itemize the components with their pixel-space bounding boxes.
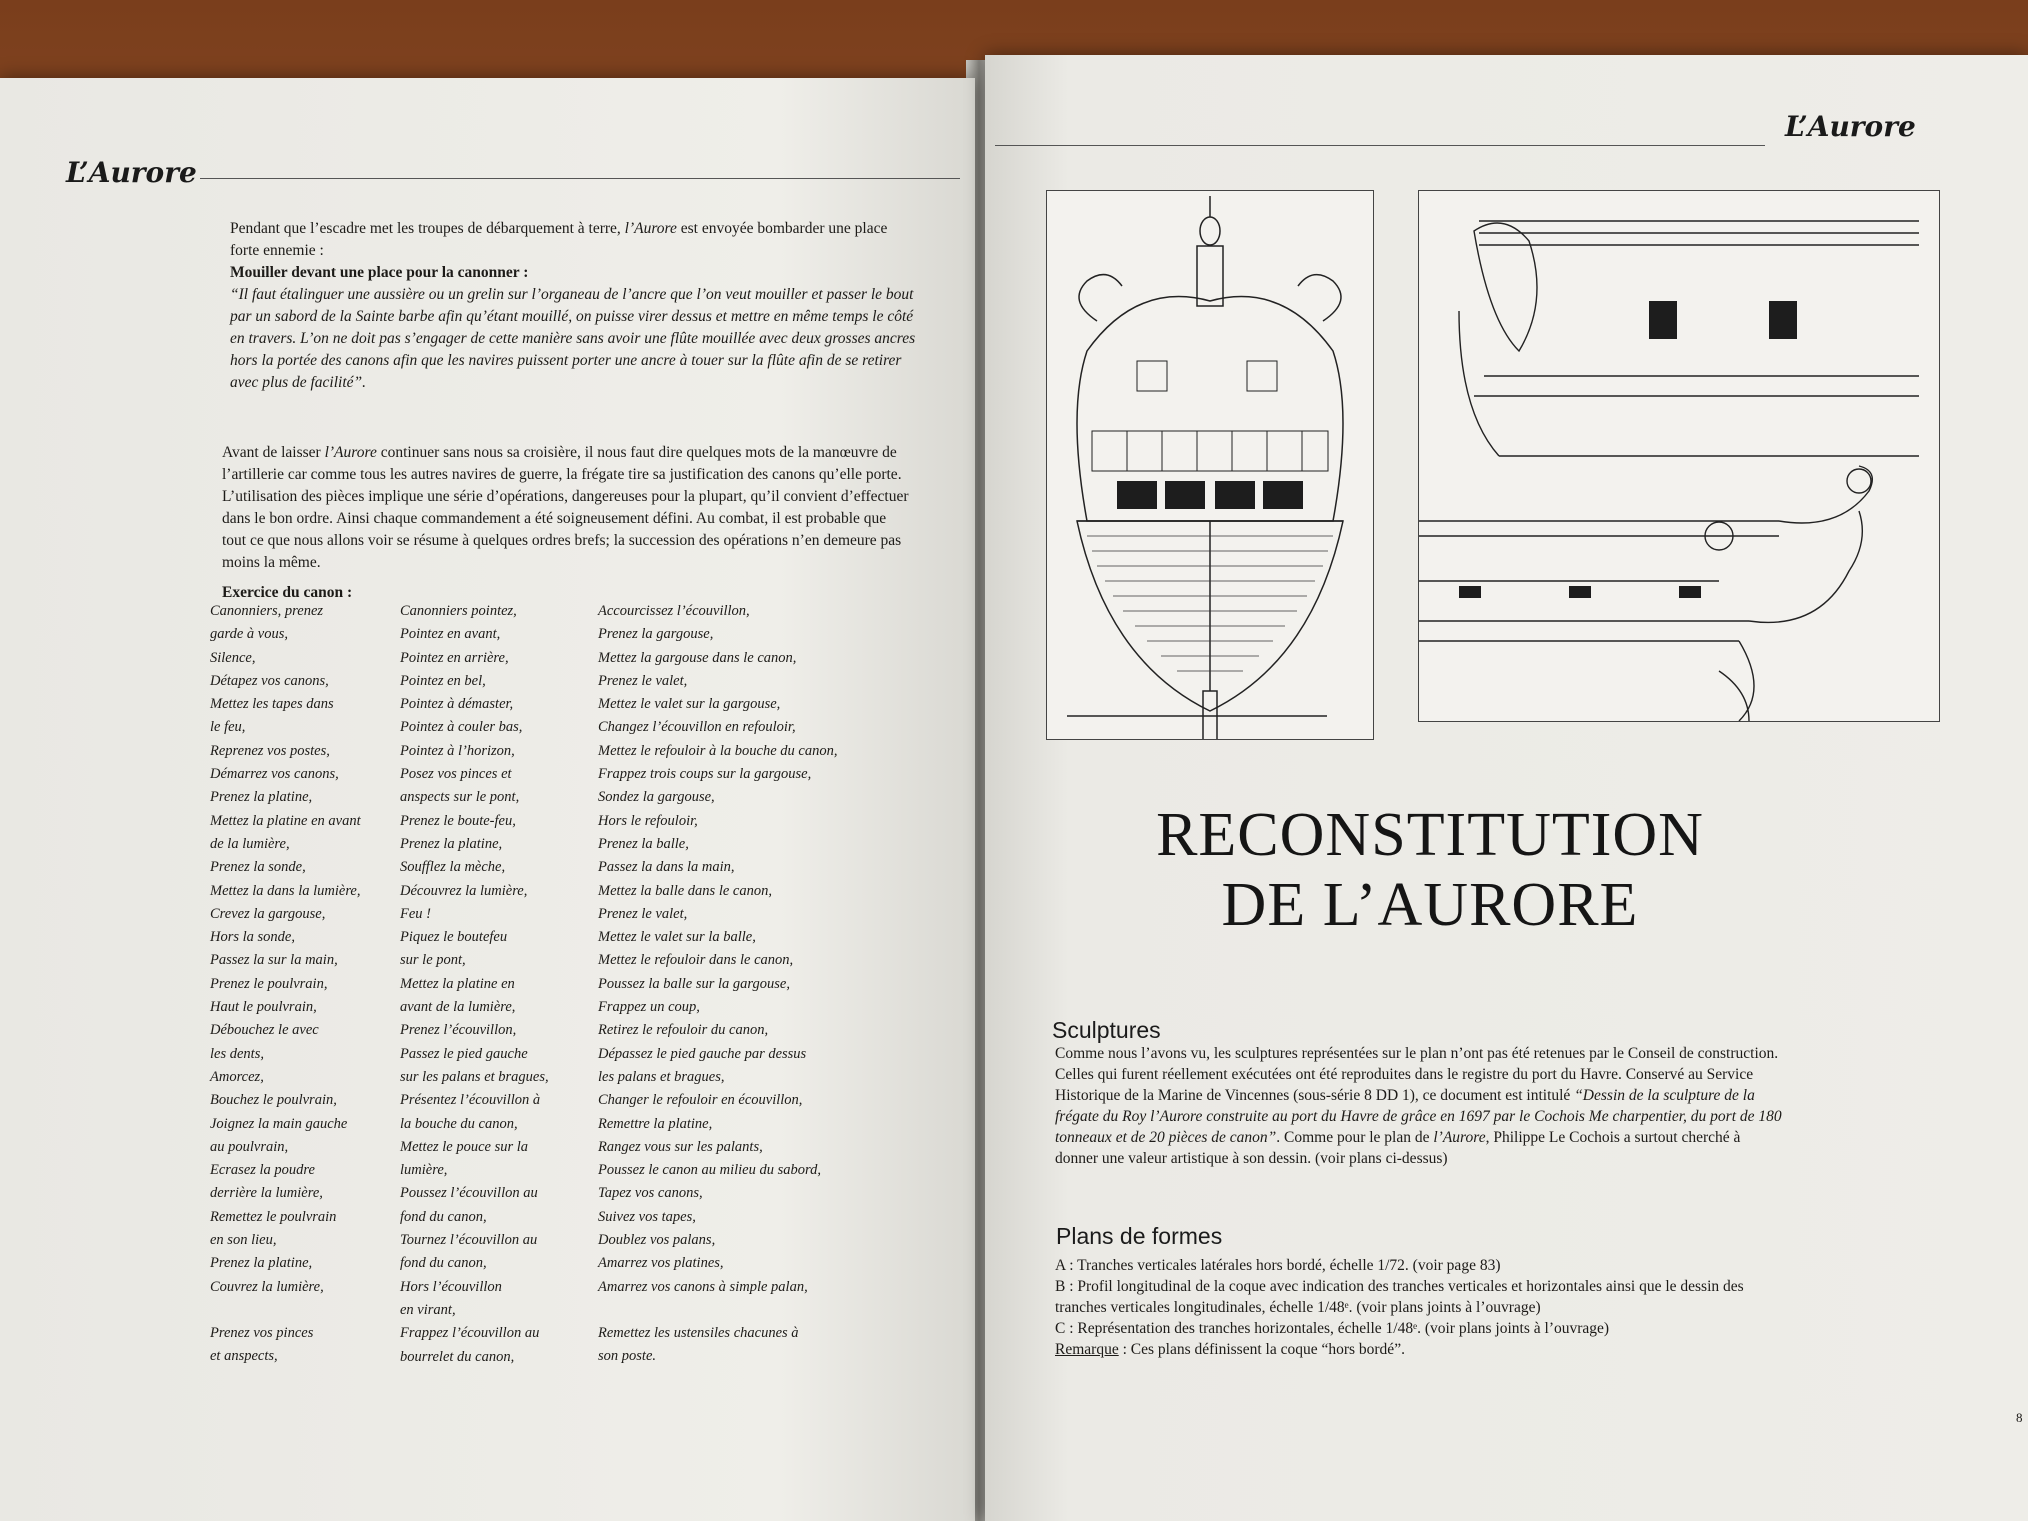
title-line-1: RECONSTITUTION xyxy=(1156,801,1704,869)
command: Poussez le canon au milieu du sabord, xyxy=(598,1162,821,1179)
command: Passez le pied gauche xyxy=(400,1045,528,1062)
command: Prenez la sonde, xyxy=(210,859,306,876)
command: Frappez l’écouvillon au xyxy=(400,1325,540,1342)
command: Soufflez la mèche, xyxy=(400,859,506,876)
command: garde à vous, xyxy=(210,626,288,643)
command: Prenez le valet, xyxy=(598,672,688,689)
command: Démarrez vos canons, xyxy=(210,766,339,783)
page-title xyxy=(1080,800,1780,940)
command: Détapez vos canons, xyxy=(210,672,329,689)
command: Prenez la balle, xyxy=(598,835,689,852)
command: Prenez la gargouse, xyxy=(598,626,714,643)
command: au poulvrain, xyxy=(210,1138,289,1155)
command: et anspects, xyxy=(210,1348,278,1365)
command: Posez vos pinces et xyxy=(400,766,512,783)
command: Hors le refouloir, xyxy=(598,812,698,829)
left-page xyxy=(0,78,975,1521)
artillery-paragraph xyxy=(222,442,912,604)
command: Mettez le pouce sur la xyxy=(400,1138,529,1155)
command: Changer le refouloir en écouvillon, xyxy=(598,1092,803,1109)
plan-a: A : Tranches verticales latérales hors bordé, échelle 1/72. (voir page 83) xyxy=(1055,1257,1501,1274)
command: Débouchez le avec xyxy=(210,1022,319,1039)
header-rule-left xyxy=(200,178,960,179)
command: Reprenez vos postes, xyxy=(210,742,330,759)
command: Crevez la gargouse, xyxy=(210,905,326,922)
commands-column-1 xyxy=(210,600,392,1369)
commands-column-3 xyxy=(598,600,938,1369)
command: Hors l’écouvillon xyxy=(400,1278,502,1295)
profile-drawing-svg xyxy=(1419,191,1939,721)
command: derrière la lumière, xyxy=(210,1185,323,1202)
command: Sondez la gargouse, xyxy=(598,789,715,806)
command: Frappez un coup, xyxy=(598,999,700,1016)
para2-rest: continuer sans nous sa croisière, il nous faut dire quelques mots de la manœuvre de l’artillerie car comme tous les autres navires de guerre, la frégate tire sa justification des canons qu’elle porte. L’utilisation des pièces implique une série d’opérations, dangereuses pour la plupart, qu’il convient d’effectuer dans le bon ordre. Ainsi chaque commandement a été soigneusement défini. Au combat, il est probable que tout ce que nous allons voir se résume à quelques ordres brefs; la succession des opérations n’en demeure pas moins la même. xyxy=(222,444,909,571)
command: Amarrez vos platines, xyxy=(598,1255,724,1272)
command: Découvrez la lumière, xyxy=(400,882,528,899)
command: fond du canon, xyxy=(400,1255,487,1272)
profile-sculpture-drawings xyxy=(1418,190,1940,722)
command: Pointez en bel, xyxy=(400,672,486,689)
command: Pointez en avant, xyxy=(400,626,501,643)
command: Poussez l’écouvillon au xyxy=(400,1185,538,1202)
stern-sculpture-drawing xyxy=(1046,190,1374,740)
command: Pointez à l’horizon, xyxy=(400,742,515,759)
command: Mettez le refouloir dans le canon, xyxy=(598,952,794,969)
command: Silence, xyxy=(210,649,256,666)
stern-drawing-svg xyxy=(1047,191,1373,739)
command: Mettez le valet sur la balle, xyxy=(598,929,756,946)
command: Pointez en arrière, xyxy=(400,649,509,666)
command: Bouchez le poulvrain, xyxy=(210,1092,337,1109)
anchoring-heading: Mouiller devant une place pour la canonner : xyxy=(230,264,529,281)
sculptures-text xyxy=(1055,1043,1785,1169)
command: Mettez le refouloir à la bouche du canon, xyxy=(598,742,838,759)
command: Pointez à démaster, xyxy=(400,696,514,713)
plan-b: B : Profil longitudinal de la coque avec indication des tranches verticales et horizontales ainsi que le dessin des tranches verticales longitudinales, échelle 1/48ᵉ. (voir plans joints à l’ouvrage) xyxy=(1055,1278,1744,1316)
command: Rangez vous sur les palants, xyxy=(598,1138,763,1155)
command: bourrelet du canon, xyxy=(400,1348,515,1365)
command: sur le pont, xyxy=(400,952,466,969)
intro-block xyxy=(230,218,920,402)
command: Suivez vos tapes, xyxy=(598,1208,696,1225)
ship-name: l’Aurore xyxy=(624,220,677,237)
plan-c: C : Représentation des tranches horizontales, échelle 1/48ᵉ. (voir plans joints à l’ouvrage) xyxy=(1055,1320,1610,1337)
stern-quarter-drawing xyxy=(1459,221,1919,456)
sculptures-text-a: Comme nous l’avons vu, les sculptures représentées sur le plan n’ont pas été retenues par le Conseil de construction. Celles qui furent réellement exécutées ont été reproduites dans le registre du port du Havre. Conservé au Service Historique de la Marine de Vincennes (sous-série 8 DD 1), ce document est intitulé xyxy=(1055,1045,1779,1104)
command: Prenez vos pinces xyxy=(210,1324,314,1341)
remark-label: Remarque xyxy=(1055,1341,1119,1358)
running-head-left: L’Aurore xyxy=(66,156,197,189)
command: Amarrez vos canons à simple palan, xyxy=(598,1278,808,1295)
command: Accourcissez l’écouvillon, xyxy=(598,603,750,619)
command: Tapez vos canons, xyxy=(598,1185,703,1202)
command: les palans et bragues, xyxy=(598,1068,725,1085)
command: Changez l’écouvillon en refouloir, xyxy=(598,719,796,736)
command: Mettez la platine en xyxy=(400,975,515,992)
command: Remettez le poulvrain xyxy=(210,1208,337,1225)
gun-commands xyxy=(210,600,950,1369)
running-head-right: L’Aurore xyxy=(1785,110,1916,143)
command: Remettez les ustensiles chacunes à xyxy=(598,1324,799,1341)
command: Haut le poulvrain, xyxy=(210,999,317,1016)
command: Canonniers, prenez xyxy=(210,603,324,619)
header-rule-right xyxy=(995,145,1765,146)
command: Prenez le poulvrain, xyxy=(210,975,328,992)
command: de la lumière, xyxy=(210,835,290,852)
ship-name: l’Aurore xyxy=(1433,1129,1486,1146)
para2-start: Avant de laisser xyxy=(222,444,325,461)
plans-text xyxy=(1055,1255,1785,1360)
command: la bouche du canon, xyxy=(400,1115,518,1132)
command: Prenez la platine, xyxy=(400,835,503,852)
command: Mettez la dans la lumière, xyxy=(210,882,361,899)
command: Frappez trois coups sur la gargouse, xyxy=(598,766,812,783)
command: en son lieu, xyxy=(210,1232,277,1249)
command: Joignez la main gauche xyxy=(210,1115,348,1132)
command: Prenez la platine, xyxy=(210,789,313,806)
command: Hors la sonde, xyxy=(210,929,295,946)
intro-line-end: est envoyée bombarder une place forte ennemie : xyxy=(230,220,888,259)
command: Prenez le boute-feu, xyxy=(400,812,516,829)
command: Couvrez la lumière, xyxy=(210,1278,324,1295)
remark-text: : Ces plans définissent la coque “hors bordé”. xyxy=(1118,1341,1405,1358)
command: Prenez la platine, xyxy=(210,1255,313,1272)
sculptures-text-c: , Philippe Le Cochois a surtout cherché à donner une valeur artistique à son dessin. (voir plans ci-dessus) xyxy=(1055,1129,1741,1167)
command: en virant, xyxy=(400,1301,456,1318)
command: Mettez la balle dans le canon, xyxy=(598,882,772,899)
command: Tournez l’écouvillon au xyxy=(400,1232,538,1249)
command: Canonniers pointez, xyxy=(400,603,517,619)
command: Remettre la platine, xyxy=(598,1115,713,1132)
command: Retirez le refouloir du canon, xyxy=(598,1022,769,1039)
gunports-top xyxy=(1649,301,1797,339)
stern-windows xyxy=(1117,481,1303,509)
stern-gallery xyxy=(1092,361,1328,471)
command: Prenez le valet, xyxy=(598,905,688,922)
intro-line: Pendant que l’escadre met les troupes de débarquement à terre, xyxy=(230,220,625,237)
command: avant de la lumière, xyxy=(400,999,516,1016)
command: le feu, xyxy=(210,719,246,736)
command: Passez la dans la main, xyxy=(598,859,735,876)
sculptures-heading: Sculptures xyxy=(1052,1017,1161,1043)
command: Ecrasez la poudre xyxy=(210,1162,315,1179)
page-number: 8 xyxy=(2016,1410,2023,1425)
document-title-quote: “Dessin de la sculpture de la frégate du Roy l’Aurore construite au port du Havre de grâce en 1697 par le Cochois Me charpentier, du port de 180 tonneaux et de 20 pièces de canon” xyxy=(1055,1087,1782,1146)
command: Mettez la gargouse dans le canon, xyxy=(598,649,797,666)
title-line-2: DE L’AURORE xyxy=(1221,871,1639,939)
command: Passez la sur la main, xyxy=(210,952,338,969)
command: fond du canon, xyxy=(400,1208,487,1225)
gunports-bottom xyxy=(1459,586,1701,598)
command: Piquez le boutefeu xyxy=(400,929,508,946)
command: anspects sur le pont, xyxy=(400,789,520,806)
command: Mettez le valet sur la gargouse, xyxy=(598,696,781,713)
anchoring-quote: “Il faut étalinguer une aussière ou un grelin sur l’organeau de l’ancre que l’on veut mouiller et passer le bout par un sabord de la Sainte barbe afin qu’étant mouillé, on puisse virer dessus et mettre en même temps le côté en travers. L’on ne doit pas s’engager de cette manière sans avoir une flûte mouillée avec deux grosses ancres hors la portée des canons afin que les navires puissent porter une ancre à touer sur la flûte afin de se retirer avec plus de facilité”. xyxy=(230,286,916,391)
sculptures-text-b: . Comme pour le plan de xyxy=(1276,1129,1434,1146)
command: Amorcez, xyxy=(210,1068,264,1085)
command: Pointez à couler bas, xyxy=(400,719,523,736)
command: Prenez l’écouvillon, xyxy=(400,1022,517,1039)
command: sur les palans et bragues, xyxy=(400,1068,549,1085)
command: Mettez les tapes dans xyxy=(210,696,334,713)
bow-drawing xyxy=(1419,466,1872,721)
command: Doublez vos palans, xyxy=(598,1232,716,1249)
commands-column-2 xyxy=(400,600,590,1369)
command: Poussez la balle sur la gargouse, xyxy=(598,975,790,992)
command: son poste. xyxy=(598,1348,656,1365)
ship-name: l’Aurore xyxy=(324,444,377,461)
exercise-heading: Exercice du canon : xyxy=(222,584,353,601)
command: lumière, xyxy=(400,1162,448,1179)
command: Présentez l’écouvillon à xyxy=(400,1092,541,1109)
plans-heading: Plans de formes xyxy=(1056,1223,1223,1249)
command: Dépassez le pied gauche par dessus xyxy=(598,1045,807,1062)
command: Mettez la platine en avant xyxy=(210,812,361,829)
command: les dents, xyxy=(210,1045,264,1062)
command: Feu ! xyxy=(400,905,431,922)
